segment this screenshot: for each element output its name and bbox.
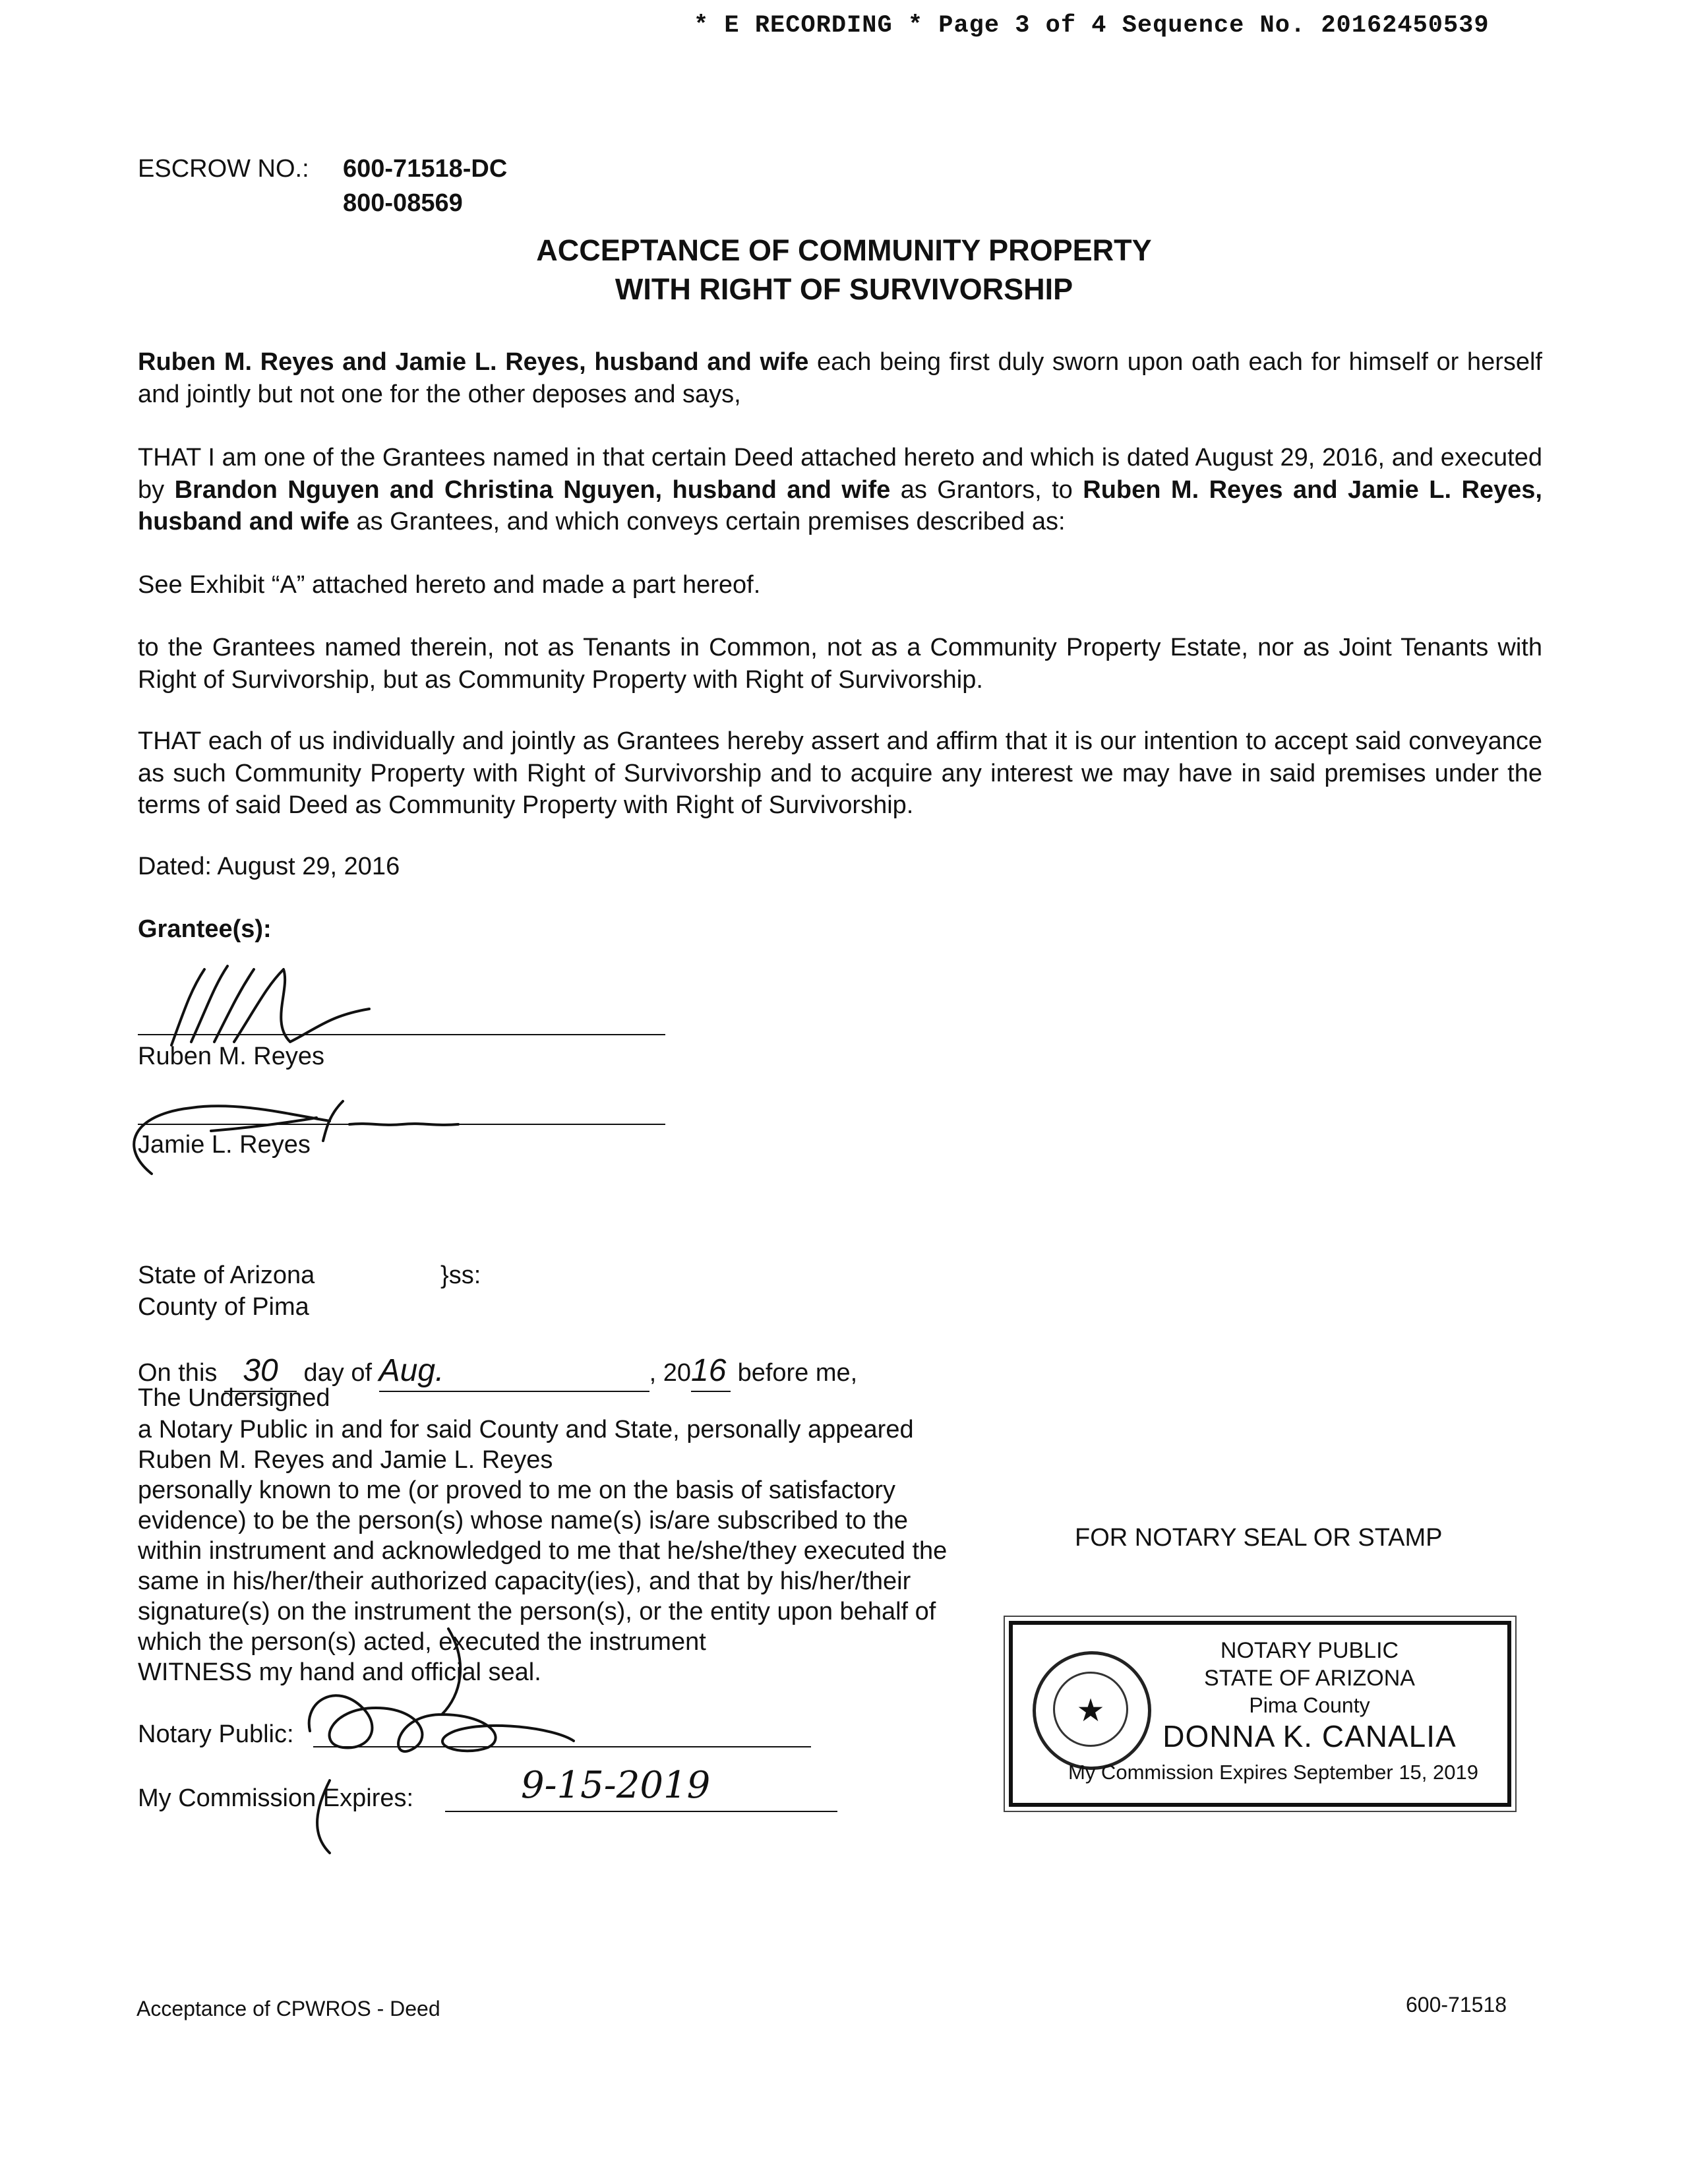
notary-public-label: Notary Public: bbox=[138, 1720, 294, 1748]
year-field: 16 bbox=[691, 1350, 731, 1392]
notary-text-line-1: a Notary Public in and for said County and State, personally appeared bbox=[138, 1416, 914, 1443]
paragraph-deed: THAT I am one of the Grantees named in that certain Deed attached hereto and which is dated August 29, 2016, and executed by Brandon Nguyen and Christina Nguyen, husband and wife as Grantors, to Ruben M. Reyes and Jamie L. Reyes, husband and wife as Grantees, and which conveys certain premises described as: bbox=[138, 444, 1542, 536]
commission-expires-value: 9-15-2019 bbox=[521, 1764, 711, 1807]
ruben-signature-stroke bbox=[171, 966, 369, 1045]
grantee-signature-line-1 bbox=[138, 1034, 665, 1035]
commission-expires-label: My Commission Expires: bbox=[138, 1784, 414, 1812]
grantee-name-1: Ruben M. Reyes bbox=[138, 1043, 325, 1070]
stamp-notary-name: DONNA K. CANALIA bbox=[1162, 1719, 1457, 1753]
notary-text-line-9: WITNESS my hand and official seal. bbox=[138, 1658, 541, 1686]
notary-text-line-3: personally known to me (or proved to me on the basis of satisfactory bbox=[138, 1476, 895, 1504]
escrow-label: ESCROW NO.: bbox=[138, 155, 309, 183]
document-title-line-2: WITH RIGHT OF SURVIVORSHIP bbox=[615, 272, 1073, 306]
venue-county: County of Pima bbox=[138, 1293, 309, 1321]
venue-state: State of Arizona bbox=[138, 1261, 315, 1289]
notary-seal-label: FOR NOTARY SEAL OR STAMP bbox=[1075, 1524, 1443, 1552]
state-seal-icon: ★ bbox=[1033, 1651, 1151, 1770]
stamp-line-2: STATE OF ARIZONA bbox=[1204, 1666, 1415, 1691]
grantors-names: Brandon Nguyen and Christina Nguyen, husband and wife bbox=[174, 475, 891, 504]
footer-left: Acceptance of CPWROS - Deed bbox=[136, 1997, 440, 2020]
notary-text-line-7: signature(s) on the instrument the person(s), or the entity upon behalf of bbox=[138, 1598, 936, 1625]
notary-signature-svg bbox=[290, 1609, 686, 1886]
document-title-line-1: ACCEPTANCE OF COMMUNITY PROPERTY bbox=[536, 233, 1152, 267]
stamp-commission-expires: My Commission Expires September 15, 2019 bbox=[1068, 1761, 1478, 1784]
grantee-signature-line-2 bbox=[138, 1124, 665, 1125]
month-field: Aug. bbox=[379, 1350, 649, 1392]
deponents-names: Ruben M. Reyes and Jamie L. Reyes, husband and wife bbox=[138, 348, 809, 376]
undersigned-line: The Undersigned bbox=[138, 1384, 330, 1412]
escrow-number-1: 600-71518-DC bbox=[343, 155, 508, 183]
footer-right: 600-71518 bbox=[1406, 1993, 1507, 2017]
venue-ss: }ss: bbox=[440, 1261, 481, 1289]
notary-signature-stroke bbox=[309, 1629, 574, 1853]
notary-text-line-5: within instrument and acknowledged to me that he/she/they executed the bbox=[138, 1537, 948, 1565]
acknowledgment-date-line: On this 30 day of Aug. , 2016 before me, bbox=[138, 1350, 857, 1392]
notary-stamp bbox=[1009, 1621, 1511, 1807]
paragraph-affirmation: THAT each of us individually and jointly as Grantees hereby assert and affirm that it is our intention to accept said conveyance as such Community Property with Right of Survivorship and to acquire any interest we may have in said premises under the terms of said Deed as Community Property with Right of Survivorship. bbox=[138, 727, 1542, 820]
stamp-line-1: NOTARY PUBLIC bbox=[1220, 1638, 1399, 1663]
day-field: 30 bbox=[224, 1350, 297, 1392]
paragraph-exhibit: See Exhibit “A” attached hereto and made a part hereof. bbox=[138, 571, 761, 599]
notary-text-line-6: same in his/her/their authorized capacity(ies), and that by his/her/their bbox=[138, 1567, 911, 1595]
notary-text-line-2: Ruben M. Reyes and Jamie L. Reyes bbox=[138, 1446, 553, 1474]
dated-line: Dated: August 29, 2016 bbox=[138, 853, 400, 880]
paragraph-deponents: Ruben M. Reyes and Jamie L. Reyes, husband and wife each being first duly sworn upon oath each for himself or herself and jointly but not one for the other deposes and says, bbox=[138, 348, 1542, 408]
grantees-names: Ruben M. Reyes and Jamie L. Reyes, husband and wife bbox=[138, 475, 1542, 536]
grantee-signatures-svg bbox=[92, 950, 554, 1213]
grantees-label: Grantee(s): bbox=[138, 915, 272, 943]
notary-text-line-4: evidence) to be the person(s) whose name(s) is/are subscribed to the bbox=[138, 1507, 909, 1534]
notary-text-line-8: which the person(s) acted, executed the instrument bbox=[138, 1628, 706, 1656]
escrow-number-2: 800-08569 bbox=[343, 189, 463, 217]
paragraph-tenancy: to the Grantees named therein, not as Tenants in Common, not as a Community Property Estate, nor as Joint Tenants with Right of Survivorship, but as Community Property with Right of Survivorship. bbox=[138, 634, 1542, 694]
grantee-name-2: Jamie L. Reyes bbox=[138, 1131, 311, 1159]
recording-header: * E RECORDING * Page 3 of 4 Sequence No. 20162450539 bbox=[694, 12, 1490, 40]
stamp-line-3: Pima County bbox=[1249, 1693, 1370, 1717]
